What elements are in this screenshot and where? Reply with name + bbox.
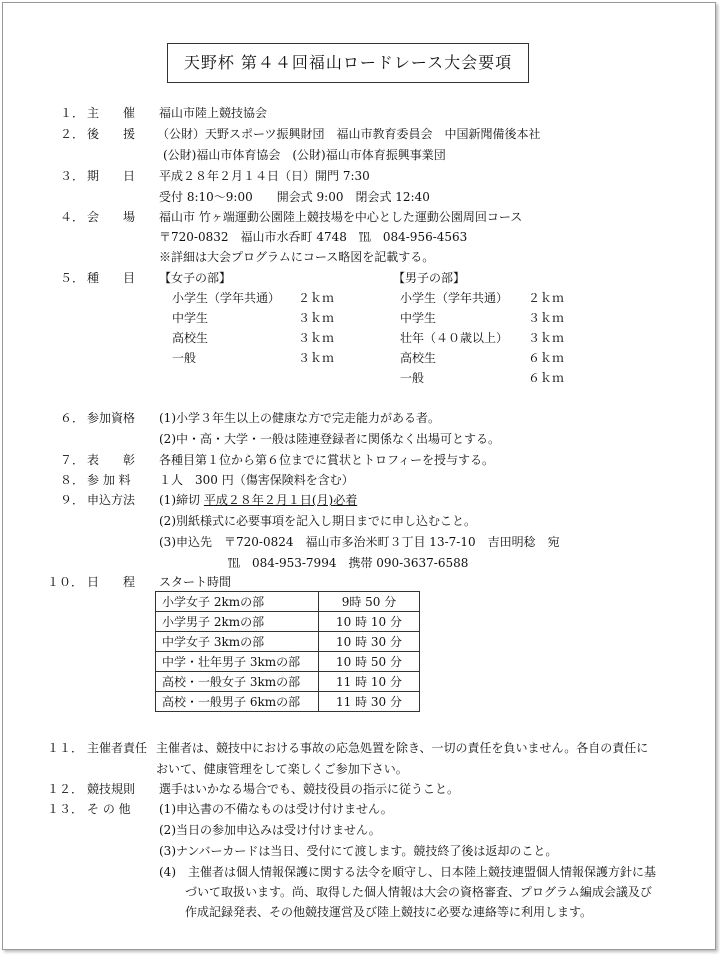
item-label-application: 申込方法	[87, 493, 136, 507]
time-cell: 10 時 10 分	[319, 612, 420, 632]
eligibility-line-2: (2)中・高・大学・一般は陸連登録者に関係なく出場可とする。	[159, 432, 501, 446]
item-number: ２．	[60, 127, 85, 141]
men-event-name: 小学生（学年共通）	[400, 291, 509, 305]
race-cell: 高校・一般女子 3kmの部	[156, 672, 319, 692]
table-row	[156, 672, 420, 692]
venue-line-1: 福山市 竹ヶ端運動公園陸上競技場を中心とした運動公園周回コース	[159, 210, 523, 224]
women-event-dist: ３ｋｍ	[298, 351, 335, 365]
race-cell: 小学男子 2kmの部	[156, 612, 319, 632]
application-line-2: (2)別紙様式に必要事項を記入し期日までに申し込むこと。	[159, 514, 477, 528]
item-number: ４．	[60, 210, 85, 224]
date-line-2: 受付 8:10～9:00 開会式 9:00 閉会式 12:40	[159, 190, 430, 204]
women-event-name: 小学生（学年共通）	[172, 291, 281, 305]
women-event-name: 高校生	[172, 331, 209, 345]
men-header: 【男子の部】	[393, 271, 466, 285]
date-line-1: 平成２８年２月１４日（日）開門 7:30	[159, 169, 370, 183]
application-line-1	[159, 492, 357, 508]
women-event-dist: ２ｋｍ	[298, 291, 335, 305]
item-label-date: 期 日	[87, 169, 136, 183]
liability-line-1: 主催者は、競技中における事故の応急処置を除き、一切の責任を負いません。各自の責任に	[156, 741, 649, 755]
item-label-rules: 競技規則	[87, 782, 136, 796]
fee-text: １人 300 円（傷害保険料を含む）	[159, 473, 354, 487]
race-cell: 高校・一般男子 6kmの部	[156, 692, 319, 712]
other-line-4a: (4) 主催者は個人情報保護に関する法令を順守し、日本陸上競技連盟個人情報保護方針に基	[159, 865, 657, 879]
time-cell: 10 時 30 分	[319, 632, 420, 652]
time-cell: 11 時 30 分	[319, 692, 420, 712]
women-event-dist: ３ｋｍ	[298, 331, 335, 345]
application-line-4: ℡ 084-953-7994 携帯 090-3637-6588	[228, 556, 469, 570]
time-cell: 10 時 50 分	[319, 652, 420, 672]
document-title: 天野杯 第４４回福山ロードレース大会要項	[167, 43, 529, 83]
venue-line-3: ※詳細は大会プログラムにコース略図を記載する。	[159, 250, 435, 264]
organizer-text: 福山市陸上競技協会	[159, 106, 268, 120]
table-row	[156, 592, 420, 612]
men-event-name: 壮年（４０歳以上）	[400, 331, 509, 345]
men-event-name: 中学生	[400, 311, 437, 325]
race-cell: 小学女子 2kmの部	[156, 592, 319, 612]
table-row	[156, 692, 420, 712]
item-number: ６．	[60, 411, 85, 425]
men-event-name: 一般	[400, 371, 425, 385]
other-line-2: (2)当日の参加申込みは受け付けません。	[159, 823, 381, 837]
time-cell: 9時 50 分	[319, 592, 420, 612]
table-row	[156, 632, 420, 652]
table-row	[156, 612, 420, 632]
item-number: １３．	[47, 802, 84, 816]
item-label-fee: 参 加 料	[87, 473, 131, 487]
women-event-dist: ３ｋｍ	[298, 311, 335, 325]
women-header: 【女子の部】	[159, 271, 232, 285]
men-event-name: 高校生	[400, 351, 437, 365]
application-line-3: (3)申込先 〒720-0824 福山市多治米町３丁目 13-7-10 吉田明稔 宛	[159, 535, 560, 549]
item-label-awards: 表 彰	[87, 453, 136, 467]
other-line-1: (1)申込書の不備なものは受け付けません。	[159, 802, 393, 816]
other-line-3: (3)ナンバーカードは当日、受付にて渡します。競技終了後は返却のこと。	[159, 844, 558, 858]
table-row	[156, 652, 420, 672]
time-cell: 11 時 10 分	[319, 672, 420, 692]
men-event-dist: ６ｋｍ	[528, 371, 565, 385]
item-label-events: 種 目	[87, 271, 136, 285]
venue-line-2: 〒720-0832 福山市水呑町 4748 ℡ 084-956-4563	[159, 230, 468, 244]
eligibility-line-1: (1)小学３年生以上の健康な方で完走能力がある者。	[159, 411, 441, 425]
men-event-dist: ３ｋｍ	[528, 311, 565, 325]
deadline-label: (1)締切	[159, 493, 204, 507]
liability-line-2: おいて、健康管理をして楽しくご参加下さい。	[156, 762, 408, 776]
item-label-liability: 主催者責任	[87, 741, 148, 755]
other-line-4b: づいて取扱います。尚、取得した個人情報は大会の資格審査、プログラム編成会議及び	[185, 885, 652, 899]
item-label-other: そ の 他	[87, 802, 131, 816]
awards-text: 各種目第１位から第６位までに賞状とトロフィーを授与する。	[159, 453, 495, 467]
women-event-name: 中学生	[172, 311, 209, 325]
item-number: ８．	[60, 473, 85, 487]
item-number: ３．	[60, 169, 85, 183]
schedule-table	[155, 591, 420, 712]
race-cell: 中学女子 3kmの部	[156, 632, 319, 652]
deadline-date: 平成２８年２月１日(月)必着	[203, 493, 358, 507]
race-cell: 中学・壮年男子 3kmの部	[156, 652, 319, 672]
men-event-dist: ３ｋｍ	[528, 331, 565, 345]
support-line-2: (公財)福山市体育協会 (公財)福山市体育振興事業団	[163, 148, 446, 162]
other-line-4c: 作成記録発表、その他競技運営及び陸上競技に必要な連絡等に利用します。	[185, 905, 593, 919]
item-number: ７．	[60, 453, 85, 467]
item-label-schedule: 日 程	[87, 575, 136, 589]
support-line-1: （公財）天野スポーツ振興財団 福山市教育委員会 中国新聞備後本社	[157, 127, 541, 141]
men-event-dist: ２ｋｍ	[528, 291, 565, 305]
rules-text: 選手はいかなる場合でも、競技役員の指示に従うこと。	[159, 782, 460, 796]
item-number: １．	[60, 106, 85, 120]
item-label-organizer: 主 催	[87, 106, 136, 120]
item-number: １０．	[47, 575, 84, 589]
men-event-dist: ６ｋｍ	[528, 351, 565, 365]
item-number: ９．	[60, 493, 85, 507]
item-label-venue: 会 場	[87, 210, 136, 224]
item-label-support: 後 援	[87, 127, 136, 141]
item-number: １２．	[47, 782, 84, 796]
item-number: ５．	[60, 271, 85, 285]
item-number: １１．	[47, 741, 84, 755]
item-label-eligibility: 参加資格	[87, 411, 136, 425]
women-event-name: 一般	[172, 351, 197, 365]
start-time-label: スタート時間	[159, 575, 232, 589]
